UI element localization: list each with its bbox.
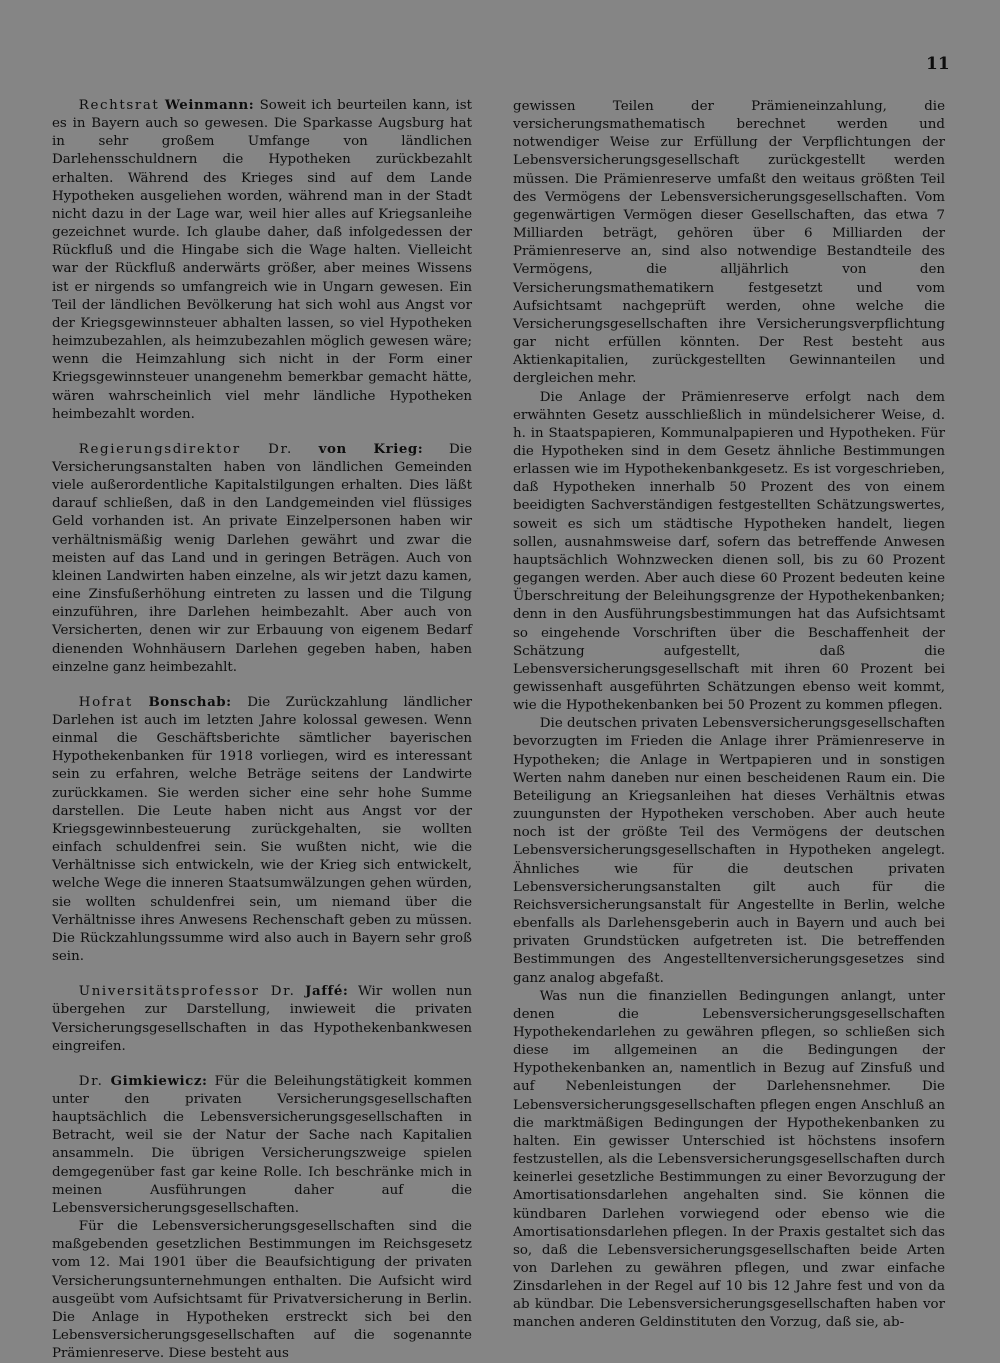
paragraph-text: Die Anlage der Prämienreserve erfolgt nach dem erwähnten Gesetz ausschließlich in mündelsicherer Weise, d. h. in Staatspapieren, Kommunalpapieren und Hypotheken. Für die Hypotheken sind in dem Gesetz ähnliche Bestimmungen erlassen wie im Hypothekenbankgesetz. Es ist vorgeschrieben, daß Hypotheken innerhalb 50 Prozent des von einem beeidigten Sachverständigen festgestellten Schätzungswertes, soweit es sich um städtische Hypotheken handelt, liegen sollen, ausnahmsweise darf, sofern das betreffende Anwesen hauptsächlich Wohnzwecken dienen soll, bis zu 60 Prozent gegangen werden. Aber auch diese 60 Prozent bedeuten keine Überschreitung der Beleihungsgrenze der Hypothekenbanken; denn in den Ausführungsbestimmungen hat das Aufsichtsamt so eingehende Vorschriften über die Beschaffenheit der Schätzung aufgestellt, daß die Lebensversicherungsgesellschaft mit ihren 60 Prozent bei gewissenhaft ausgeführten Schätzungen ebenso weit kommt, wie die Hypothekenbanken bei 50 Prozent zu kommen pflegen.	[513, 389, 945, 714]
paragraph-text: Die Versicherungsanstalten haben von ländlichen Gemeinden viele außerordentliche Kapitalstilgungen erhalten. Dies läßt darauf schließen, daß in den Landgemeinden viel flüssiges Geld vorhanden ist. An private Einzelpersonen haben wir verhältnismäßig wenig Darlehen gewährt und zwar die meisten auf das Land und in geringen Beträgen. Auch von kleinen Landwirten haben einzelne, als wir jetzt dazu kamen, eine Zinsfußerhöhung eintreten zu lassen und die Tilgung einzuführen, ihre Darlehen heimbezahlt. Aber auch von Versicherten, denen wir zur Erbauung von eigenem Bedarf dienenden Wohnhäusern Darlehen gegeben haben, haben einzelne ganz heimbezahlt.	[52, 441, 472, 675]
speaker-name: Jaffé:	[305, 983, 349, 1000]
speaker-title: Universitätsprofessor Dr.	[78, 984, 296, 1000]
speaker-name: Gimkiewicz:	[110, 1072, 208, 1089]
paragraph-gimkiewicz	[52, 1072, 472, 1218]
speaker-name: Weinmann:	[164, 97, 255, 113]
speaker-title: Rechtsrat	[78, 98, 160, 113]
paragraph-financial-conditions	[513, 988, 945, 1333]
speaker-name: von Krieg:	[318, 440, 424, 457]
speaker-title: Dr.	[78, 1073, 104, 1089]
paragraph-legal-provisions	[52, 1218, 472, 1363]
paragraph-text: gewissen Teilen der Prämieneinzahlung, die versicherungsmathematisch berechnet werden und notwendiger Weise zur Erfüllung der Verpflichtungen der Lebensversicherungsgesellschaft zurückgestellt werden müssen. Die Prämienreserve umfaßt den weitaus größten Teil des Vermögens der Lebensversicherungsgesellschaften. Vom gegenwärtigen Vermögen dieser Gesellschaften, das etwa 7 Milliarden beträgt, gehören über 6 Milliarden der Prämienreserve an, sind also notwendige Bestandteile des Vermögens, die alljährlich von den Versicherungsmathematikern festgesetzt und vom Aufsichtsamt nachgeprüft werden, ohne welche die Versicherungsgesellschaften ihre Versicherungsverpflichtung gar nicht erfüllen könnten. Der Rest besteht aus Aktienkapitalien, zurückgestellten Gewinnanteilen und dergleichen mehr.	[513, 99, 945, 387]
paragraph-jaffe	[52, 982, 472, 1056]
page-number: 11	[926, 54, 950, 74]
paragraph-investment-rules	[513, 389, 945, 716]
paragraph-text: Was nun die finanziellen Bedingungen anlangt, unter denen die Lebensversicherungsgesellschaften Hypothekendarlehen zu gewähren pflegen, so schließen sich diese im allgemeinen an die Bedingungen der Hypothekenbanken an, namentlich in Bezug auf Zinsfuß und auf Nebenleistungen der Darlehensnehmer. Die Lebensversicherungsgesellschaften pflegen engen Anschluß an die marktmäßigen Bedingungen der Hypothekenbanken zu halten. Ein gewisser Unterschied ist höchstens insofern festzustellen, als die Lebensversicherungsgesellschaften durch keinerlei gesetzliche Bestimmungen zu einer Bevorzugung der Amortisationsdarlehen angehalten sind. Sie können die kündbaren Darlehen vorwiegend oder ebenso wie die Amortisationsdarlehen pflegen. In der Praxis gestaltet sich das so, daß die Lebensversicherungsgesellschaften beide Arten von Darlehen zu gewähren pflegen, und zwar einfache Zinsdarlehen in der Regel auf 10 bis 12 Jahre fest und von da ab kündbar. Die Lebensversicherungsgesellschaften haben vor manchen anderen Geldinstituten den Vorzug, daß sie, ab-	[513, 988, 945, 1331]
left-column	[52, 96, 472, 1363]
paragraph-text: Die deutschen privaten Lebensversicherungsgesellschaften bevorzugten im Frieden die Anlage ihrer Prämienreserve in Hypotheken; die Anlage in Wertpapieren und in sonstigen Werten nahm daneben nur einen bescheidenen Raum ein. Die Beteiligung an Kriegsanleihen hat dieses Verhältnis etwas zuungunsten der Hypotheken verschoben. Aber auch heute noch ist der größte Teil des Vermögens der deutschen Lebensversicherungsgesellschaften in Hypotheken angelegt. Ähnliches wie für die deutschen privaten Lebensversicherungsanstalten gilt auch für die Reichsversicherungsanstalt für Angestellte in Berlin, welche ebenfalls als Darlehensgeberin auch in Bayern und auch bei privaten Grundstücken aufgetreten ist. Die betreffenden Bestimmungen des Angestelltenversicherungsgesetzes sind ganz analog abgefaßt.	[513, 716, 946, 986]
paragraph-text: Für die Lebensversicherungsgesellschaften sind die maßgebenden gesetzlichen Bestimmungen im Reichsgesetz vom 12. Mai 1901 über die Beaufsichtigung der privaten Versicherungsunternehmungen enthalten. Die Aufsicht wird ausgeübt vom Aufsichtsamt für Privatversicherung in Berlin. Die Anlage in Hypotheken erstreckt sich bei den Lebensversicherungsgesellschaften auf die sogenannte Prämienreserve. Diese besteht aus	[52, 1219, 472, 1362]
paragraph-german-insurers	[513, 715, 945, 987]
paragraph-premium-reserve-continued	[513, 98, 945, 389]
paragraph-text: Soweit ich beurteilen kann, ist es in Bayern auch so gewesen. Die Sparkasse Augsburg hat in sehr großem Umfange von ländlichen Darlehensschuldnern die Hypotheken zurückbezahlt erhalten. Während des Krieges sind auf dem Lande Hypotheken ausgeliehen worden, während man in der Stadt nicht dazu in der Lage war, weil hier alles auf Kriegsanleihe gezeichnet wurde. Ich glaube daher, daß infolgedessen der Rückfluß und die Hingabe sich die Wage halten. Vielleicht war der Rückfluß anderwärts größer, aber meines Wissens ist er nirgends so umfangreich wie in Ungarn gewesen. Ein Teil der ländlichen Bevölkerung hat sich wohl aus Angst vor der Kriegsgewinnsteuer abhalten lassen, so viel Hypotheken heimzubezahlen, als heimzubezahlen möglich gewesen wäre; wenn die Heimzahlung sich nicht in der Form einer Kriegsgewinnsteuer unangenehm bemerkbar gemacht hätte, wären wahrscheinlich viel mehr ländliche Hypotheken heimbezahlt worden.	[52, 98, 472, 422]
paragraph-text: Wir wollen nun übergehen zur Darstellung, inwieweit die privaten Versicherungsgesellschaften in das Hypothekenbankwesen eingreifen.	[52, 984, 473, 1054]
speaker-title: Regierungsdirektor Dr.	[78, 441, 293, 457]
paragraph-weinmann	[52, 96, 472, 424]
paragraph-text: Die Zurückzahlung ländlicher Darlehen ist auch im letzten Jahre kolossal gewesen. Wenn einmal die Geschäftsberichte sämtlicher bayerischen Hypothekenbanken für 1918 vorliegen, wird es interessant sein zu erfahren, welche Beträge seitens der Landwirte zurückkamen. Sie werden sicher eine sehr hohe Summe darstellen. Die Leute haben nicht aus Angst vor der Kriegsgewinnbesteuerung zurückgehalten, sie wollten einfach schuldenfrei sein. Sie wußten nicht, wie die Verhältnisse sich entwickeln, wie der Krieg sich entwickelt, welche Wege die inneren Staatsumwälzungen gehen würden, sie wollten schuldenfrei sein, um niemand über die Verhältnisse ihres Anwesens Rechenschaft geben zu müssen. Die Rückzahlungssumme wird also auch in Bayern sehr groß sein.	[52, 694, 472, 965]
speaker-name: Bonschab:	[148, 693, 232, 710]
paragraph-bonschab	[52, 693, 472, 966]
speaker-title: Hofrat	[78, 694, 133, 710]
paragraph-text: Für die Beleihungstätigkeit kommen unter den privaten Versicherungsgesellschaften hauptsächlich die Lebensversicherungsgesellschaften in Betracht, weil sie der Natur der Sache nach Kapitalien ansammeln. Die übrigen Versicherungszweige spielen demgegenüber fast gar keine Rolle. Ich beschränke mich in meinen Ausführungen daher auf die Lebensversicherungsgesellschaften.	[52, 1073, 473, 1216]
right-column	[513, 98, 945, 1333]
paragraph-von-krieg	[52, 440, 472, 677]
